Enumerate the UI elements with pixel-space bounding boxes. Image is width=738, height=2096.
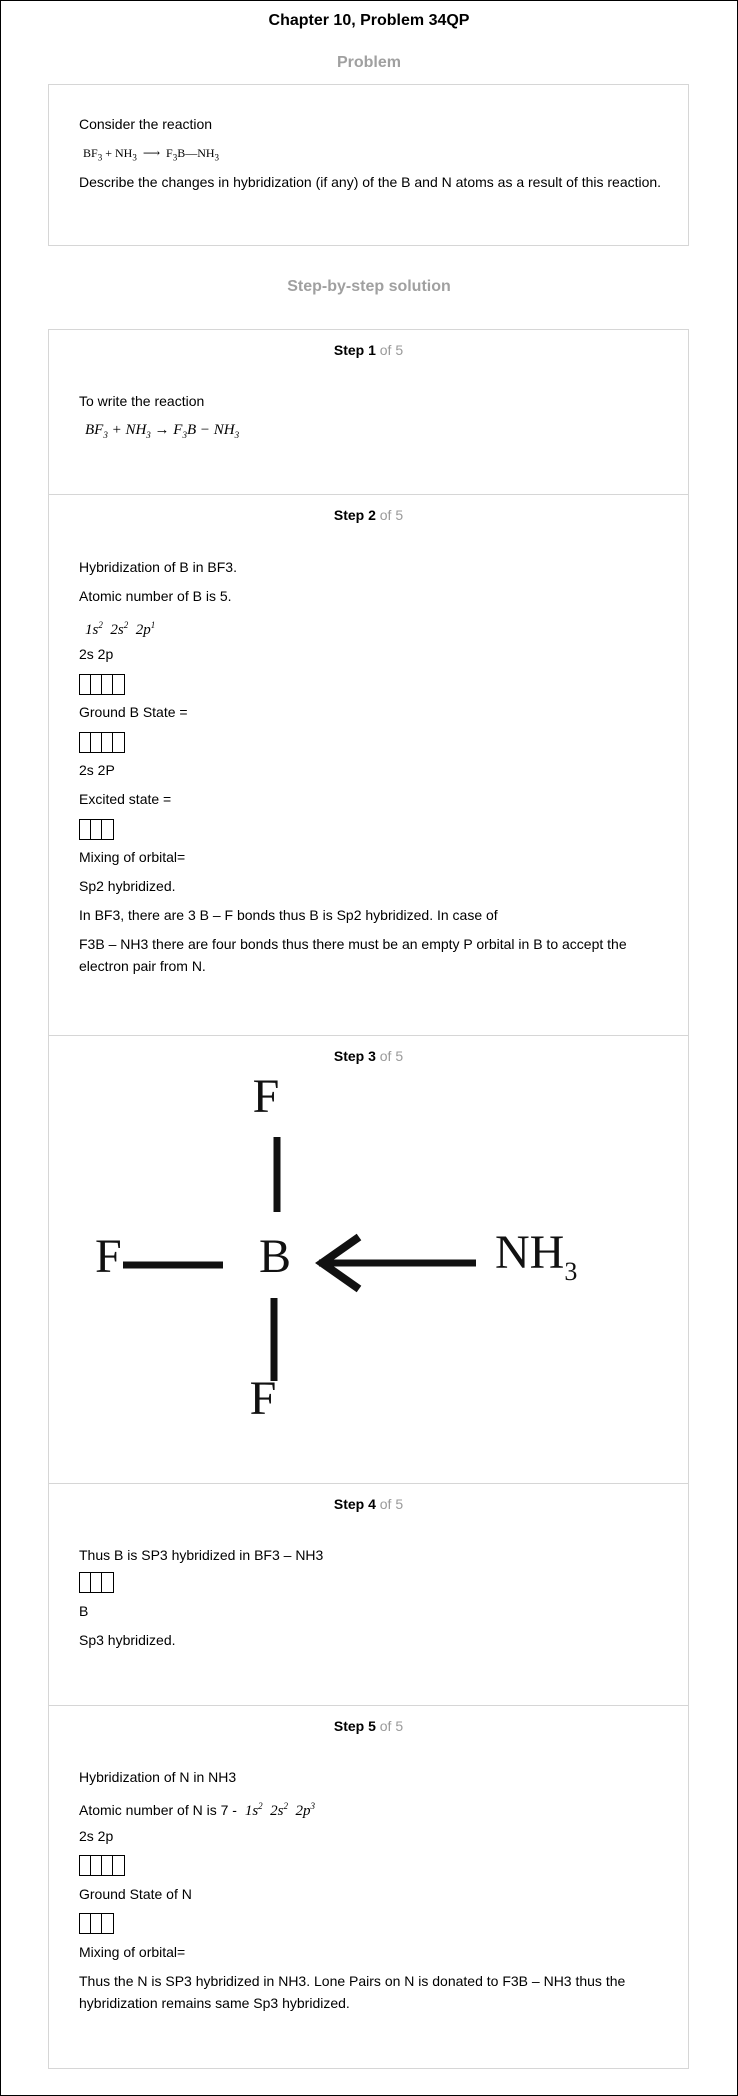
step-1-equation: $BF_3 + NH_3 \to F_3B - NH_3$ (85, 422, 240, 440)
step-2-line: Atomic number of B is 5. (79, 588, 232, 604)
step-4 (48, 1483, 689, 1705)
step-5-line: Ground State of N (79, 1886, 192, 1902)
orbital-box (79, 1913, 114, 1934)
step-2-line: Excited state = (79, 791, 172, 807)
orbital-box (79, 1572, 114, 1593)
step-2 (48, 494, 689, 1035)
step-4-line: B (79, 1603, 89, 1619)
step-1-header: Step 1 of 5 (333, 342, 404, 358)
problem-heading: Problem (336, 54, 401, 71)
step-2-line: Mixing of orbital= (79, 849, 186, 865)
orbital-box (79, 819, 114, 840)
step-5-header: Step 5 of 5 (333, 1718, 404, 1734)
step-4-line: Sp3 hybridized. (79, 1632, 176, 1648)
step-1-text: To write the reaction (79, 393, 205, 409)
fluorine-bottom: F (249, 1372, 277, 1425)
step-2-line: 2s 2P (79, 762, 115, 778)
orbital-box (79, 1855, 125, 1876)
page-title: Chapter 10, Problem 34QP (268, 12, 470, 29)
step-2-line: Hybridization of B in BF3. (79, 559, 237, 575)
ammonia-label: $NH_3$ (495, 1226, 578, 1286)
step-1 (48, 329, 689, 494)
orbital-box (79, 674, 125, 695)
step-5 (48, 1705, 689, 2069)
step-2-paragraph: F3B – NH3 there are four bonds thus there must be an empty P orbital in B to accept the electron pair from N. (79, 936, 627, 974)
step-2-electron-config: $1s^2$ $2s^2$ $2p^1$ (85, 620, 156, 638)
step-5-line: Hybridization of N in NH3 (79, 1769, 237, 1785)
step-5-line: Mixing of orbital= (79, 1944, 186, 1960)
fluorine-left: F (95, 1230, 122, 1283)
step-2-header: Step 2 of 5 (333, 507, 404, 523)
fluorine-top: F (252, 1070, 280, 1123)
step-3 (48, 1035, 689, 1483)
step-2-line: 2s 2p (79, 646, 114, 662)
step-5-paragraph: Thus the N is SP3 hybridized in NH3. Lone Pairs on N is donated to F3B – NH3 thus the hybridization remains same Sp3 hybridized. (79, 1973, 626, 2011)
boron-center: B (258, 1230, 292, 1283)
step-4-line: Thus B is SP3 hybridized in BF3 – NH3 (79, 1547, 324, 1563)
step-4-header: Step 4 of 5 (333, 1496, 404, 1512)
step-2-line: In BF3, there are 3 B – F bonds thus B is Sp2 hybridized. In case of (79, 907, 498, 923)
lewis-structure-diagram (49, 1036, 690, 1484)
solution-heading: Step-by-step solution (287, 278, 451, 295)
problem-question: Describe the changes in hybridization (if any) of the B and N atoms as a result of this reaction. (79, 174, 662, 190)
problem-intro: Consider the reaction (79, 116, 213, 132)
step-3-header: Step 3 of 5 (333, 1048, 404, 1064)
step-5-atomic-number: Atomic number of N is $7 - 1s^2$ $2s^2$ $2p^3$ (79, 1801, 316, 1819)
orbital-box (79, 732, 125, 753)
step-2-line: Ground B State = (79, 704, 188, 720)
step-2-line: Sp2 hybridized. (79, 878, 176, 894)
step-5-line: 2s 2p (79, 1828, 114, 1844)
problem-reaction: $BF_3 + NH_3$ ⟶ $F_3B—NH_3$ (83, 146, 220, 163)
problem-box (48, 84, 689, 246)
